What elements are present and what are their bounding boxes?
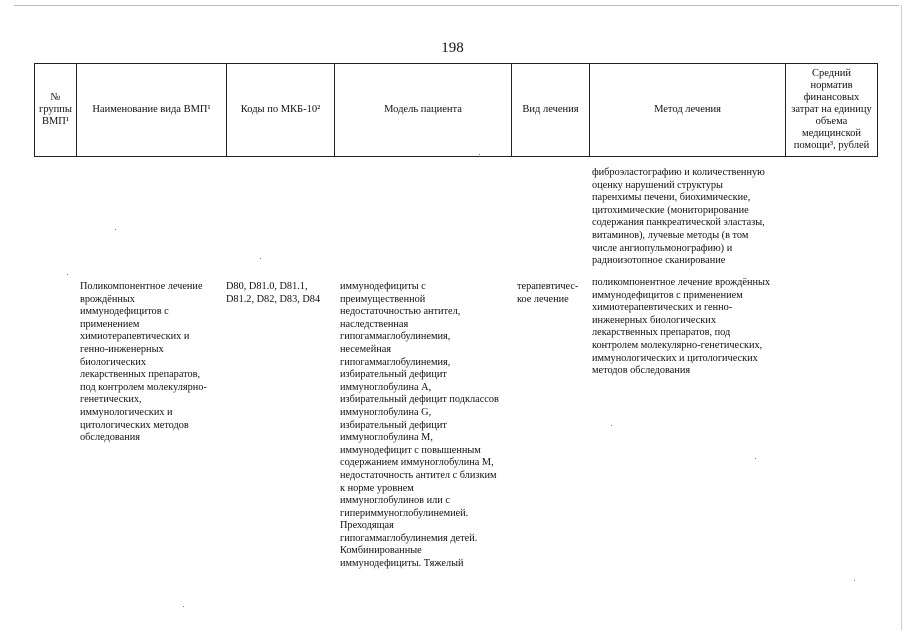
scan-speck (479, 154, 480, 155)
text-line: иммунодефициты. Тяжелый (340, 558, 464, 570)
treatment-type-cell (517, 281, 589, 306)
text-line: избирательный дефицит (340, 369, 447, 381)
header-group-line: № (50, 92, 61, 103)
text-line: иммунодефицит с повышенным (340, 444, 481, 456)
text-line: терапевтичес- (517, 281, 579, 292)
text-line: иммунодефициты с (340, 281, 426, 292)
scan-speck (67, 274, 68, 275)
header-group-line: ВМП¹ (41, 116, 70, 127)
text-line: D80, D81.0, D81.1, (226, 281, 308, 292)
text-line: иммунодефицитов с применением (592, 289, 743, 301)
text-line: к норме уровнем (340, 482, 414, 494)
method-continuation-text (592, 167, 792, 268)
text-line: гипогаммаглобулинемия детей. (340, 532, 478, 544)
text-line: фиброэластографию и количественную (592, 167, 765, 178)
header-treatment-method: Метод лечения (590, 64, 786, 157)
text-line: иммуноглобулинов или с (340, 495, 450, 507)
text-line: содержанием иммуноглобулина M, (340, 457, 494, 469)
header-cost-line: помощи³, рублей (793, 140, 870, 151)
page-right-edge (901, 5, 902, 630)
text-line: оценку нарушений структуры (592, 179, 723, 191)
text-line: цитологических методов (80, 419, 189, 431)
text-line: содержания панкреатической эластазы, (592, 217, 765, 229)
text-line: химиотерапевтических и (80, 331, 190, 343)
text-line: поликомпонентное лечение врождённых (592, 277, 771, 288)
text-line: Преходящая (340, 520, 394, 532)
scan-speck (611, 425, 612, 426)
header-vmp-name: Наименование вида ВМП¹ (77, 64, 227, 157)
text-line: лекарственных препаратов, (80, 369, 201, 381)
text-line: врождённых (80, 293, 135, 305)
text-line: иммуноглобулина A, (340, 381, 432, 393)
text-line: генетических, (80, 394, 142, 406)
text-line: D81.2, D82, D83, D84 (226, 293, 321, 305)
header-cost-line: Средний (812, 68, 851, 79)
page-number: 198 (441, 40, 464, 56)
table-header (34, 63, 878, 157)
header-cost-line: объема (815, 116, 848, 127)
text-line: иммуноглобулина M, (340, 432, 433, 444)
text-line: витаминов), лучевые методы (в том (592, 229, 749, 241)
header-icd-codes: Коды по МКБ-10² (227, 64, 335, 157)
header-patient-model: Модель пациента (335, 64, 512, 157)
scan-speck (854, 580, 855, 581)
page-top-edge (14, 5, 899, 6)
header-cost-line: затрат на единицу (791, 104, 872, 115)
text-line: числе ангиопульмонографию) и (592, 242, 733, 254)
header-cost-line: финансовых (803, 92, 860, 103)
text-line: Поликомпонентное лечение (80, 281, 203, 292)
text-line: радиоизотопное сканирование (592, 255, 726, 267)
text-line: биологических (80, 356, 147, 368)
vmp-name-cell (80, 281, 225, 445)
patient-model-cell (340, 281, 515, 571)
text-line: под контролем молекулярно- (80, 381, 207, 393)
header-cost-line: медицинской (801, 128, 862, 139)
text-line: недостаточность антител с близким (340, 469, 497, 481)
text-line: генно-инженерных (80, 343, 164, 355)
text-line: иммунологических и (80, 406, 173, 418)
treatment-method-cell (592, 277, 792, 378)
text-line: паренхимы печени, биохимические, (592, 192, 751, 204)
text-line: гипогаммаглобулинемия, (340, 331, 451, 343)
header-cost-line: норматив (810, 80, 853, 91)
text-line: цитохимические (мониторирование (592, 204, 749, 216)
text-line: Комбинированные (340, 545, 422, 557)
text-line: лекарственных препаратов, под (592, 327, 731, 339)
text-line: наследственная (340, 318, 409, 330)
text-line: инженерных биологических (592, 314, 716, 326)
text-line: применением (80, 318, 140, 330)
header-row (35, 64, 878, 157)
header-group-number (35, 64, 77, 157)
scan-speck (183, 606, 184, 607)
text-line: преимущественной (340, 293, 426, 305)
text-line: недостаточностью антител, (340, 306, 461, 318)
text-line: обследования (80, 432, 140, 444)
scan-speck (115, 229, 116, 230)
text-line: кое лечение (517, 293, 569, 305)
header-treatment-type: Вид лечения (512, 64, 590, 157)
text-line: контролем молекулярно-генетических, (592, 339, 763, 351)
scan-speck (755, 458, 756, 459)
text-line: гипериммуноглобулинемией. (340, 507, 469, 519)
text-line: гипогаммаглобулинемия, (340, 356, 451, 368)
text-line: иммунодефицитов с (80, 306, 169, 318)
header-group-line: группы (39, 104, 72, 115)
header-cost-norm (786, 64, 878, 157)
text-line: методов обследования (592, 365, 691, 377)
text-line: химиотерапевтических и генно- (592, 302, 733, 314)
text-line: иммунологических и цитологических (592, 352, 758, 364)
text-line: избирательный дефицит подклассов (340, 394, 499, 406)
scan-speck (260, 258, 261, 259)
text-line: иммуноглобулина G, (340, 406, 432, 418)
text-line: избирательный дефицит (340, 419, 447, 431)
text-line: несемейная (340, 343, 392, 355)
icd-codes-cell (226, 281, 326, 306)
